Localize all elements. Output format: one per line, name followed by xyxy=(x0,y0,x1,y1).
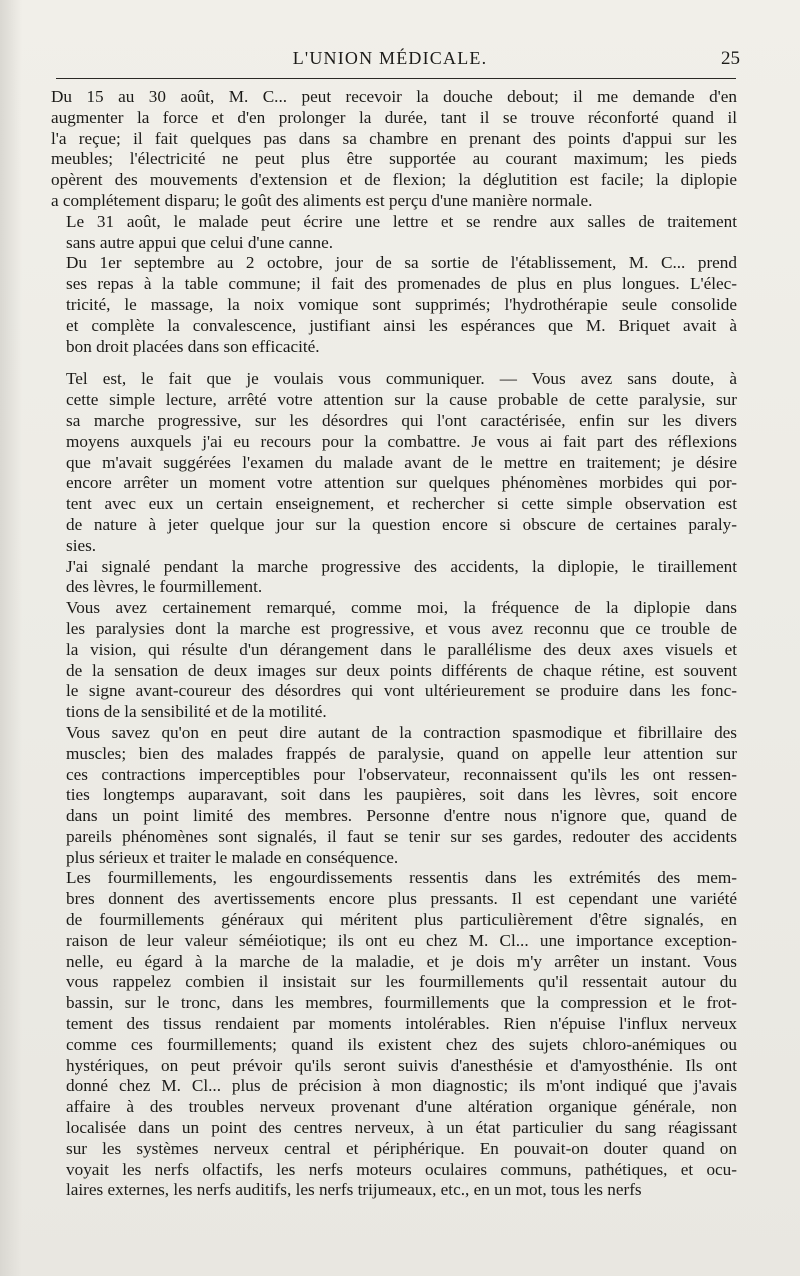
text-line: tent avec eux un certain enseignement, et rechercher si cette simple observation est xyxy=(66,494,737,514)
paragraph xyxy=(51,723,737,869)
text-line: cette simple lecture, arrêté votre attention sur la cause probable de cette paralysie, sur xyxy=(66,390,737,410)
text-line: meubles; l'électricité ne peut plus être supportée au courant maximum; les pieds xyxy=(51,149,737,169)
text-line: donné chez M. Cl... plus de précision à mon diagnostic; ils m'ont indiqué que j'avais xyxy=(66,1076,737,1096)
paragraph xyxy=(51,557,737,599)
paragraph xyxy=(51,212,737,254)
text-line: comme ces fourmillements; quand ils existent chez des sujets chloro-anémiques ou xyxy=(66,1034,737,1054)
text-line: sa marche progressive, sur les désordres qui l'ont caractérisée, enfin sur les divers xyxy=(66,410,737,430)
text-line: nelle, eu égard à la marche de la maladie, et je dois m'y arrêter un instant. Vous xyxy=(66,951,737,971)
body-text xyxy=(51,87,737,1201)
text-line: Le 31 août, le malade peut écrire une lettre et se rendre aux salles de traitement xyxy=(66,211,737,231)
text-line: affaire à des troubles nerveux provenant d'une altération organique générale, non xyxy=(66,1097,737,1117)
text-line: tricité, le massage, la noix vomique sont supprimés; l'hydrothérapie seule consolide xyxy=(66,294,737,314)
text-line: Du 1er septembre au 2 octobre, jour de sa sortie de l'établissement, M. C... prend xyxy=(66,253,737,273)
page-header xyxy=(40,48,740,70)
text-line: vous rappelez combien il insistait sur les fourmillements qu'il ressentait autour du xyxy=(66,972,737,992)
text-line: les paralysies dont la marche est progressive, et vous avez reconnu que ce trouble de xyxy=(66,618,737,638)
text-line: tions de la sensibilité et de la motilité. xyxy=(66,702,327,722)
text-line: ties longtemps auparavant, soit dans les paupières, soit dans les lèvres, soit encore xyxy=(66,785,737,805)
running-title: L'UNION MÉDICALE. xyxy=(292,48,488,68)
text-line: bon droit placées dans son efficacité. xyxy=(66,336,320,356)
text-line: de nature à jeter quelque jour sur la question encore si obscure de certaines paraly- xyxy=(66,514,737,534)
text-line: ces contractions imperceptibles pour l'observateur, reconnaissent qu'ils les ont ressen- xyxy=(66,764,737,784)
page-edge-shadow xyxy=(0,0,22,1276)
text-line: moyens auxquels j'ai eu recours pour la combattre. Je vous ai fait part des réflexions xyxy=(66,431,737,451)
text-line: voyait les nerfs olfactifs, les nerfs moteurs oculaires communs, pathétiques, et ocu- xyxy=(66,1159,737,1179)
paragraph xyxy=(51,598,737,723)
paragraph xyxy=(51,369,737,556)
text-line: l'a reçue; il fait quelques pas dans sa chambre en prenant des points d'appui sur les xyxy=(51,128,737,148)
text-line: opèrent des mouvements d'extension et de flexion; la déglutition est facile; la diplopie xyxy=(51,170,737,190)
paragraph xyxy=(51,253,737,357)
text-line: hystériques, on peut prévoir qu'ils seront suivis d'anesthésie et d'amyosthénie. Ils ont xyxy=(66,1055,737,1075)
text-line: de fourmillements généraux qui méritent plus particulièrement d'être signalés, en xyxy=(66,910,737,930)
text-line: plus sérieux et traiter le malade en conséquence. xyxy=(66,847,399,867)
text-line: Vous savez qu'on en peut dire autant de la contraction spasmodique et fibrillaire des xyxy=(66,722,737,742)
text-line: la vision, qui résulte d'un dérangement dans le parallélisme des deux axes visuels et xyxy=(66,639,737,659)
text-line: Tel est, le fait que je voulais vous communiquer. — Vous avez sans doute, à xyxy=(66,369,737,389)
text-line: Du 15 au 30 août, M. C... peut recevoir la douche debout; il me demande d'en xyxy=(51,87,737,106)
text-line: bassin, sur le tronc, dans les membres, fourmillements que la compression et le frot- xyxy=(66,993,737,1013)
text-line: Vous avez certainement remarqué, comme moi, la fréquence de la diplopie dans xyxy=(66,598,737,618)
text-line: sur les systèmes nerveux central et périphérique. En pouvait-on douter quand on xyxy=(66,1138,737,1158)
text-line: de la sensation de deux images sur deux points différents de chaque rétine, est souvent xyxy=(66,660,737,680)
text-line: a complétement disparu; le goût des aliments est perçu d'une manière normale. xyxy=(51,190,593,210)
text-line: que m'avait suggérées l'examen du malade avant de le mettre en traitement; je désire xyxy=(66,452,737,472)
paragraph xyxy=(51,87,737,212)
text-line: ses repas à la table commune; il fait des promenades de plus en plus longues. L'élec- xyxy=(66,274,737,294)
text-line: tement des tissus rendaient par moments intolérables. Rien n'épuise l'influx nerveux xyxy=(66,1014,737,1034)
text-line: dans un point limité des membres. Personne d'entre nous n'ignore que, quand de xyxy=(66,806,737,826)
text-line: bres donnent des avertissements encore plus pressants. Il est cependant une variété xyxy=(66,889,737,909)
text-line: sies. xyxy=(66,535,97,555)
header-rule xyxy=(56,78,736,79)
paragraph xyxy=(51,868,737,1201)
text-line: muscles; bien des malades frappés de paralysie, quand on appelle leur attention sur xyxy=(66,743,737,763)
text-line: J'ai signalé pendant la marche progressive des accidents, la diplopie, le tiraillement xyxy=(66,556,737,576)
text-line: encore arrêter un moment votre attention sur quelques phénomènes morbides qui por- xyxy=(66,473,737,493)
text-line: pareils phénomènes sont signalés, il faut se tenir sur ses gardes, redouter des accidents xyxy=(66,826,737,846)
text-line: augmenter la force et d'en prolonger la durée, tant il se trouve réconforté quand il xyxy=(51,107,737,127)
text-line: Les fourmillements, les engourdissements ressentis dans les extrémités des mem- xyxy=(66,868,737,888)
text-line: le signe avant-coureur des désordres qui vont ultérieurement se produire dans les fonc- xyxy=(66,681,737,701)
text-line: localisée dans un point des centres nerveux, à un état particulier du sang réagissant xyxy=(66,1118,737,1138)
text-line: raison de leur valeur séméiotique; ils ont eu chez M. Cl... une importance exception- xyxy=(66,930,737,950)
text-line: laires externes, les nerfs auditifs, les nerfs trijumeaux, etc., en un mot, tous les nerfs xyxy=(66,1180,642,1200)
text-line: des lèvres, le fourmillement. xyxy=(66,577,263,597)
text-line: et complète la convalescence, justifiant ainsi les espérances que M. Briquet avait à xyxy=(66,315,737,335)
text-line: sans autre appui que celui d'une canne. xyxy=(66,232,334,252)
page-number: 25 xyxy=(721,48,740,69)
